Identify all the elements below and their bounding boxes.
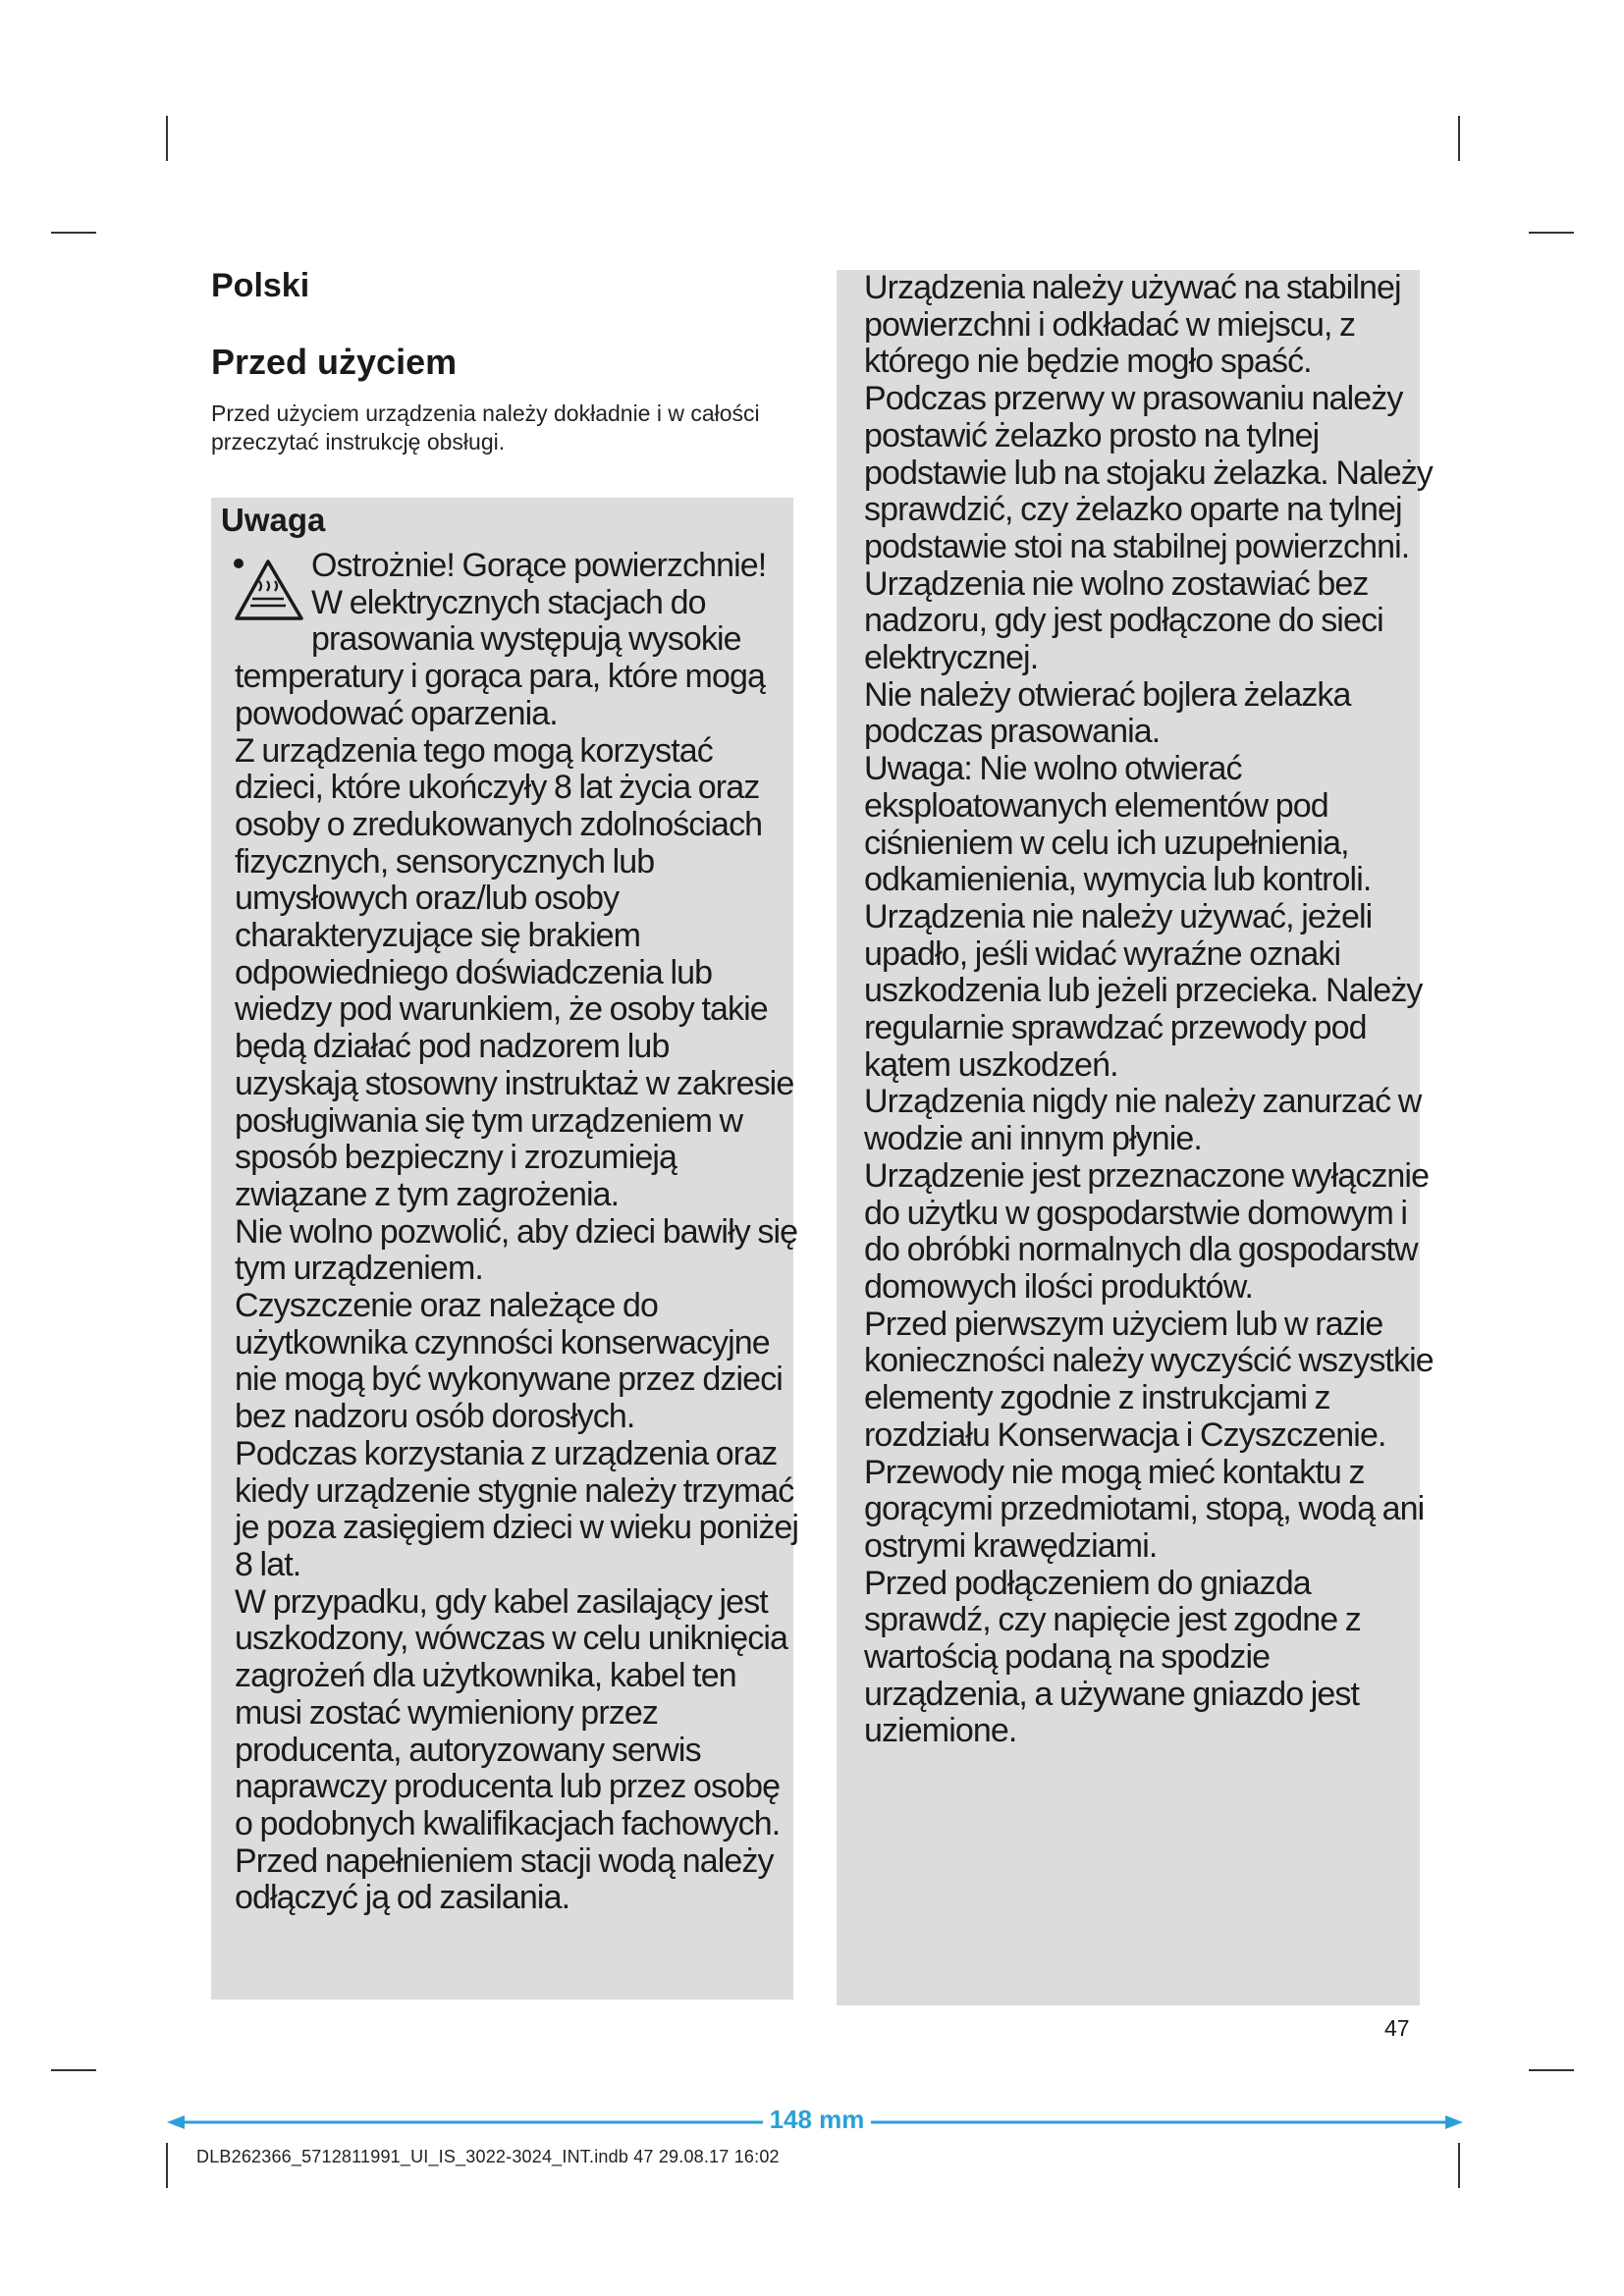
page-number: 47: [1384, 2015, 1410, 2041]
crop-mark-bottom-left: [166, 2143, 168, 2188]
safety-paragraph: Nie należy otwierać bojlera żelazka podczas prasowania.: [864, 675, 1351, 751]
crop-mark-left-lower: [51, 2069, 96, 2071]
safety-paragraph: Urządzenie jest przeznaczone wyłącznie do użytku w gospodarstwie domowym i do obróbki normalnych dla gospodarstw domowych ilości produktów.: [864, 1156, 1430, 1306]
warning-paragraph: Ostrożnie! Gorące powierzchnie! W elektrycznych stacjach do prasowania występują wysokie temperatury i gorąca para, które mogą powodować oparzenia.: [235, 548, 799, 733]
hot-surface-warning-icon: [229, 552, 307, 624]
warning-paragraph: Przed napełnieniem stacji wodą należy odłączyć ją od zasilania.: [235, 1842, 774, 1917]
safety-paragraph: Urządzenia należy używać na stabilnej powierzchni i odkładać w miejscu, z którego nie będzie mogło spaść.: [864, 269, 1401, 381]
safety-paragraph: Urządzenia nie wolno zostawiać bez nadzoru, gdy jest podłączone do sieci elektrycznej.: [864, 564, 1383, 677]
section-title: Przed użyciem: [211, 342, 458, 382]
crop-mark-top-left: [166, 116, 168, 161]
warning-box-title: Uwaga: [221, 502, 326, 538]
warning-paragraphs: [235, 548, 799, 1917]
safety-paragraph: Urządzenia nigdy nie należy zanurzać w wodzie ani innym płynie.: [864, 1083, 1422, 1158]
warning-paragraph: Czyszczenie oraz należące do użytkownika czynności konserwacyjne nie mogą być wykonywane przez dzieci bez nadzoru osób dorosłych.: [235, 1287, 783, 1436]
crop-mark-top-right: [1458, 116, 1460, 161]
safety-paragraph: Uwaga: Nie wolno otwierać eksploatowanych elementów pod ciśnieniem w celu ich uzupełnienia, odkamienienia, wymycia lub kontroli.: [864, 750, 1372, 899]
warning-paragraph: Podczas korzystania z urządzenia oraz kiedy urządzenie stygnie należy trzymać je poza zasięgiem dzieci w wieku poniżej 8 lat.: [235, 1434, 799, 1583]
intro-text: Przed użyciem urządzenia należy dokładnie i w całości przeczytać instrukcję obsługi.: [211, 400, 760, 454]
print-slug: DLB262366_5712811991_UI_IS_3022-3024_INT.indb 47 29.08.17 16:02: [196, 2147, 780, 2166]
safety-paragraph: Przed pierwszym użyciem lub w razie konieczności należy wyczyścić wszystkie elementy zgodnie z instrukcjami z rozdziału Konserwacja i Czyszczenie.: [864, 1305, 1434, 1454]
measure-label: 148 mm: [763, 2105, 871, 2135]
language-heading: Polski: [211, 267, 310, 304]
safety-paragraph: Urządzenia nie należy używać, jeżeli upadło, jeśli widać wyraźne oznaki uszkodzenia lub jeżeli przecieka. Należy regularnie sprawdzać przewody pod kątem uszkodzeń.: [864, 897, 1423, 1084]
warning-paragraph: W przypadku, gdy kabel zasilający jest uszkodzony, wówczas w celu uniknięcia zagrożeń dla użytkownika, kabel ten musi zostać wymieniony przez producenta, autoryzowany serwis naprawczy producenta lub przez osobę o podobnych kwalifikacjach fachowych.: [235, 1582, 788, 1842]
warning-paragraph: Z urządzenia tego mogą korzystać dzieci, które ukończyły 8 lat życia oraz osoby o zredukowanych zdolnościach fizycznych, sensorycznych lub umysłowych oraz/lub osoby charakteryzujące się brakiem odpowiedniego doświadczenia lub wiedzy pod warunkiem, że osoby takie będą działać pod nadzorem lub uzyskają stosowny instruktaż w zakresie posługiwania się tym urządzeniem w sposób bezpieczny i zrozumieją związane z tym zagrożenia.: [235, 731, 794, 1213]
safety-box: [837, 269, 1434, 2005]
warning-paragraph: Nie wolno pozwolić, aby dzieci bawiły się tym urządzeniem.: [235, 1212, 798, 1288]
warning-box: [211, 498, 799, 2000]
safety-paragraph: Podczas przerwy w prasowaniu należy postawić żelazko prosto na tylnej podstawie lub na stojaku żelazka. Należy sprawdzić, czy żelazko oparte na tylnej podstawie stoi na stabilnej powierzchni.: [864, 380, 1433, 565]
safety-paragraph: Przewody nie mogą mieć kontaktu z gorącymi przedmiotami, stopą, wodą ani ostrymi krawędziami.: [864, 1453, 1425, 1565]
crop-mark-bottom-right: [1458, 2143, 1460, 2188]
crop-mark-left-upper: [51, 232, 96, 234]
crop-mark-right-lower: [1529, 2069, 1574, 2071]
crop-mark-right-upper: [1529, 232, 1574, 234]
safety-paragraph: Przed podłączeniem do gniazda sprawdź, czy napięcie jest zgodne z wartością podaną na spodzie urządzenia, a używane gniazdo jest uziemione.: [864, 1564, 1361, 1750]
width-measure: [167, 2105, 1463, 2140]
safety-paragraphs: [864, 270, 1434, 1750]
